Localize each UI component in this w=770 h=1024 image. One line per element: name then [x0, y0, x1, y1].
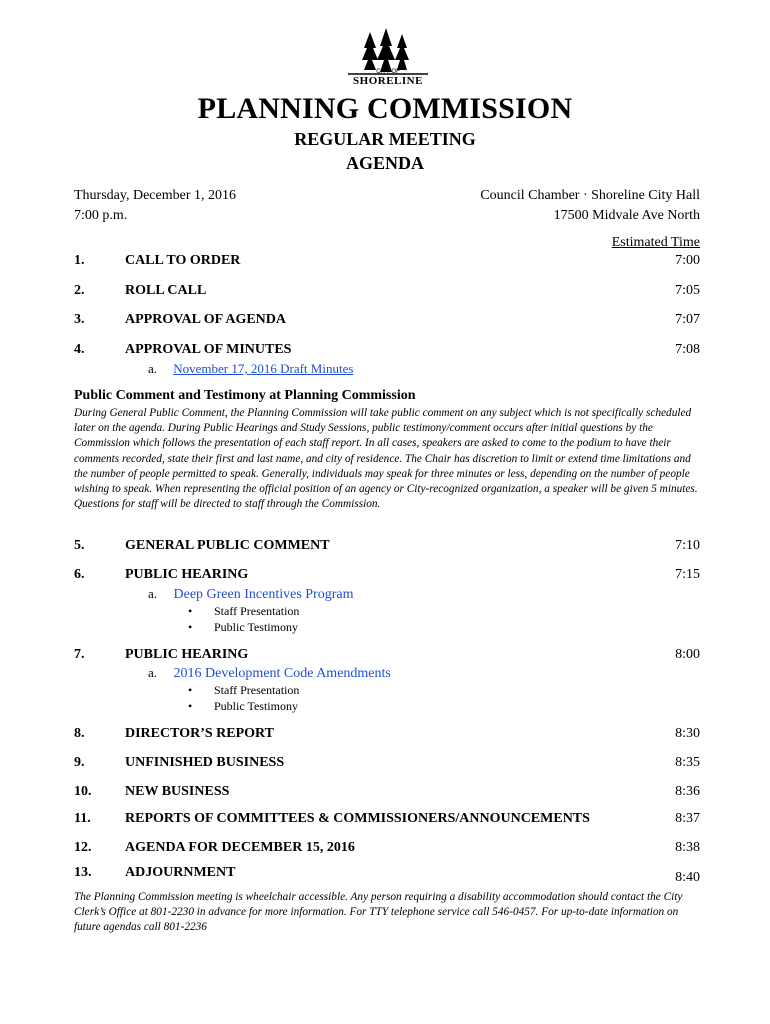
item-number: 1. [74, 253, 85, 268]
item-label: APPROVAL OF AGENDA [125, 312, 287, 327]
item-number: 3. [74, 312, 85, 327]
logo-city-of: CITY OF [376, 69, 400, 75]
item-label: DIRECTOR’S REPORT [125, 726, 274, 741]
item-label: REPORTS OF COMMITTEES & COMMISSIONERS/ANNOUNCEMENTS [125, 811, 590, 826]
agenda-item [74, 726, 700, 746]
item-label: AGENDA FOR DECEMBER 15, 2016 [125, 840, 355, 855]
agenda-heading: AGENDA [345, 153, 424, 173]
bullet-icon: • [188, 604, 193, 618]
dev-code-link[interactable]: 2016 Development Code Amendments [173, 666, 391, 681]
subitem-letter: a. [148, 665, 158, 680]
public-comment-heading: Public Comment and Testimony at Planning Commission [74, 388, 416, 403]
agenda-item [74, 647, 700, 667]
page-title: PLANNING COMMISSION [197, 92, 573, 125]
location-address: 17500 Midvale Ave North [553, 208, 700, 223]
draft-minutes-link[interactable]: November 17, 2016 Draft Minutes [173, 361, 354, 376]
item-number: 6. [74, 567, 85, 582]
item-label: UNFINISHED BUSINESS [125, 755, 285, 770]
item-label: ROLL CALL [125, 283, 207, 298]
agenda-item [74, 283, 700, 303]
agenda-item [74, 784, 700, 804]
item-label: PUBLIC HEARING [125, 647, 249, 662]
list-item [188, 620, 298, 635]
deep-green-link[interactable]: Deep Green Incentives Program [173, 587, 354, 602]
agenda-subitem [148, 586, 353, 603]
estimated-time-header: Estimated Time [611, 235, 700, 250]
bullet-icon: • [188, 683, 193, 697]
agenda-item [74, 865, 700, 885]
item-time: 7:07 [675, 312, 700, 327]
meeting-type: REGULAR MEETING [294, 129, 476, 149]
item-time: 8:36 [675, 784, 700, 799]
bullet-icon: • [188, 699, 193, 713]
agenda-item [74, 312, 700, 332]
item-time: 8:00 [675, 647, 700, 662]
item-time: 8:30 [675, 726, 700, 741]
agenda-item [74, 342, 700, 362]
logo-name: SHORELINE [353, 75, 423, 86]
tree-logo-icon [340, 28, 436, 86]
meeting-datetime [74, 186, 236, 226]
accessibility-footer: The Planning Commission meeting is wheelchair accessible. Any person requiring a disability accommodation should contact the City Clerk’s Office at 801-2230 in advance for more information. For TTY telephone service call 546-0457. For up-to-date information on future agendas call 801-2236 [74, 891, 683, 934]
subitem-letter: a. [148, 361, 158, 376]
item-label: NEW BUSINESS [125, 784, 230, 799]
meeting-time: 7:00 p.m. [74, 208, 128, 223]
item-number: 9. [74, 755, 85, 770]
agenda-subitem [148, 665, 391, 682]
list-item [188, 699, 298, 714]
item-label: APPROVAL OF MINUTES [125, 342, 292, 357]
item-label: CALL TO ORDER [125, 253, 241, 268]
item-time: 8:35 [675, 755, 700, 770]
item-label: GENERAL PUBLIC COMMENT [125, 538, 330, 553]
item-time: 8:38 [675, 840, 700, 855]
agenda-item [74, 567, 700, 587]
bullet-text: Staff Presentation [214, 683, 300, 697]
list-item [188, 604, 299, 619]
agenda-item [74, 840, 700, 860]
agenda-item [74, 755, 700, 775]
meeting-location [480, 186, 700, 226]
item-time: 7:00 [675, 253, 700, 268]
bullet-text: Public Testimony [214, 620, 298, 634]
bullet-text: Public Testimony [214, 699, 298, 713]
meeting-date: Thursday, December 1, 2016 [74, 188, 236, 203]
agenda-subitem [148, 361, 353, 377]
item-time: 7:15 [675, 567, 700, 582]
city-logo [340, 28, 436, 86]
item-label: PUBLIC HEARING [125, 567, 249, 582]
item-label: ADJOURNMENT [125, 865, 236, 880]
agenda-item [74, 538, 700, 558]
item-number: 11. [74, 811, 91, 826]
item-number: 7. [74, 647, 85, 662]
bullet-icon: • [188, 620, 193, 634]
item-time: 8:40 [675, 870, 700, 885]
item-number: 2. [74, 283, 85, 298]
item-time: 7:08 [675, 342, 700, 357]
list-item [188, 683, 299, 698]
item-number: 10. [74, 784, 92, 799]
item-time: 7:10 [675, 538, 700, 553]
item-number: 5. [74, 538, 85, 553]
location-name: Council Chamber · Shoreline City Hall [480, 188, 700, 203]
public-comment-text: During General Public Comment, the Planning Commission will take public comment on any subject which is not specifically scheduled later on the agenda. During Public Hearings and Study Sessions, public testimony/comment occurs after initial questions by the Commission which follows the presentation of each staff report. In all cases, speakers are asked to come to the podium to have their comments recorded, state their first and last name, and city of residence. The Chair has discretion to limit or extend time limitations and the number of people permitted to speak. Generally, individuals may speak for three minutes or less, depending on the number of people wishing to speak. When representing the official position of an agency or City-recognized organization, a speaker will be given 5 minutes. Questions for staff will be directed to staff through the Commission. [74, 407, 698, 511]
bullet-text: Staff Presentation [214, 604, 300, 618]
subitem-letter: a. [148, 586, 158, 601]
agenda-item [74, 253, 700, 273]
item-number: 12. [74, 840, 92, 855]
item-number: 8. [74, 726, 85, 741]
item-number: 13. [74, 865, 92, 880]
agenda-item [74, 811, 700, 831]
item-number: 4. [74, 342, 85, 357]
item-time: 8:37 [675, 811, 700, 826]
item-time: 7:05 [675, 283, 700, 298]
